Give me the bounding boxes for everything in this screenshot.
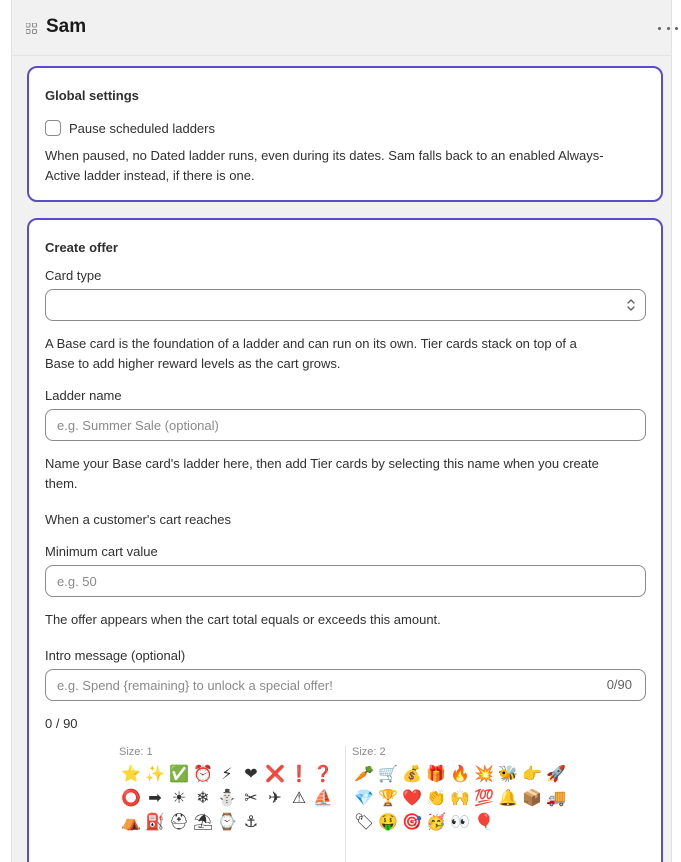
size1-emoji-button[interactable]: ❌ xyxy=(265,764,285,783)
size2-emoji-button[interactable]: 🛒 xyxy=(378,764,398,783)
size2-emoji-button[interactable]: 🎁 xyxy=(426,764,446,783)
global-settings-card xyxy=(27,66,663,202)
global-help-line-1: When paused, no Dated ladder runs, even during its dates. Sam falls back to an enabled Always- xyxy=(45,148,604,163)
min-cart-label: Minimum cart value xyxy=(45,544,158,559)
size2-emoji-button[interactable]: 🙌 xyxy=(450,788,470,807)
more-actions-button[interactable] xyxy=(658,20,678,36)
select-chevrons-icon xyxy=(625,297,637,313)
size1-emoji-button[interactable]: ❄ xyxy=(196,788,210,807)
card-type-help-line-2: Base to add higher reward levels as the cart grows. xyxy=(45,356,341,371)
app-header xyxy=(13,0,671,56)
size1-emoji-button[interactable]: ✅ xyxy=(169,764,189,783)
ladder-name-help-line-1: Name your Base card's ladder here, then add Tier cards by selecting this name when you create xyxy=(45,456,599,471)
ladder-name-label: Ladder name xyxy=(45,388,122,403)
emoji-size-2-label: Size: 2 xyxy=(352,746,386,758)
emoji-picker xyxy=(119,746,579,862)
size1-emoji-button[interactable]: ⛺ xyxy=(121,812,141,831)
min-cart-input[interactable] xyxy=(45,565,646,597)
ellipsis-dot xyxy=(667,27,670,30)
size2-emoji-button[interactable]: 🚀 xyxy=(546,764,566,783)
size2-emoji-button[interactable]: 🥳 xyxy=(426,812,446,831)
emoji-size-2-column xyxy=(352,746,568,834)
size2-emoji-button[interactable]: 🏆 xyxy=(378,788,398,807)
app-grid-icon xyxy=(26,23,37,34)
intro-count-text: 0 / 90 xyxy=(45,716,78,731)
size2-emoji-button[interactable]: ❤️ xyxy=(402,788,422,807)
min-cart-help: The offer appears when the cart total equals or exceeds this amount. xyxy=(45,612,441,627)
size2-emoji-button[interactable]: 💯 xyxy=(474,788,494,807)
size2-emoji-button[interactable]: 💎 xyxy=(354,788,374,807)
size1-emoji-button[interactable]: ⌚ xyxy=(217,812,237,831)
emoji-size-1-grid xyxy=(119,762,335,834)
size1-emoji-button[interactable]: ⛱ xyxy=(192,812,214,831)
emoji-size-2-grid xyxy=(352,762,568,834)
size1-emoji-button[interactable]: ⚠ xyxy=(291,788,307,807)
pause-scheduled-label[interactable]: Pause scheduled ladders xyxy=(69,121,215,136)
size1-emoji-button[interactable]: ⛽ xyxy=(145,812,165,831)
global-help-line-2: Active ladder instead, if there is one. xyxy=(45,168,255,183)
size2-emoji-button[interactable]: 🤑 xyxy=(378,812,398,831)
size1-emoji-button[interactable]: ❓ xyxy=(313,764,333,783)
size2-emoji-button[interactable]: 🥕 xyxy=(354,764,374,783)
pause-scheduled-checkbox[interactable] xyxy=(45,120,61,136)
size2-emoji-button[interactable]: 🔥 xyxy=(450,764,470,783)
emoji-size-1-label: Size: 1 xyxy=(119,746,153,758)
size1-emoji-button[interactable]: ✈ xyxy=(268,788,282,807)
size2-emoji-button[interactable]: 🚚 xyxy=(546,788,566,807)
ellipsis-dot xyxy=(675,27,678,30)
intro-char-counter: 0/90 xyxy=(606,677,632,692)
right-frame xyxy=(671,0,681,862)
size1-emoji-button[interactable]: ⚡ xyxy=(221,764,233,783)
size1-emoji-button[interactable]: ⛵ xyxy=(313,788,333,807)
cart-reaches-label: When a customer's cart reaches xyxy=(45,512,231,527)
size2-emoji-button[interactable]: 📦 xyxy=(522,788,542,807)
intro-message-wrapper xyxy=(29,669,661,701)
app-title: Sam xyxy=(46,16,87,37)
left-frame xyxy=(0,0,12,862)
size2-emoji-button[interactable]: 💥 xyxy=(474,764,494,783)
size1-emoji-button[interactable]: ⭕ xyxy=(121,788,141,807)
size2-emoji-button[interactable]: 👉 xyxy=(522,764,542,783)
intro-message-label: Intro message (optional) xyxy=(45,648,186,663)
card-type-select[interactable] xyxy=(45,289,646,321)
size1-emoji-button[interactable]: ✨ xyxy=(145,764,165,783)
card-type-label: Card type xyxy=(45,268,102,283)
intro-message-input[interactable] xyxy=(45,669,646,701)
size2-emoji-button[interactable]: 💰 xyxy=(402,764,422,783)
size1-emoji-button[interactable]: ❗ xyxy=(289,764,309,783)
ellipsis-horizontal-icon xyxy=(658,27,661,30)
size1-emoji-button[interactable]: ⚓ xyxy=(243,812,259,831)
size2-emoji-button[interactable]: 👀 xyxy=(450,812,470,831)
emoji-divider xyxy=(345,746,346,862)
size1-emoji-button[interactable]: ⛑ xyxy=(168,812,190,831)
size2-emoji-button[interactable]: 🏷 xyxy=(353,812,375,831)
global-settings-heading: Global settings xyxy=(45,88,139,103)
card-type-help-line-1: A Base card is the foundation of a ladder and can run on its own. Tier cards stack on top of a xyxy=(45,336,577,351)
size1-emoji-button[interactable]: ❤ xyxy=(244,764,258,783)
size2-emoji-button[interactable]: 👏 xyxy=(426,788,446,807)
size1-emoji-button[interactable]: ⭐ xyxy=(121,764,141,783)
create-offer-heading: Create offer xyxy=(45,240,118,255)
ladder-name-input[interactable] xyxy=(45,409,646,441)
size1-emoji-button[interactable]: ⛄ xyxy=(217,788,237,807)
create-offer-card xyxy=(27,218,663,862)
size1-emoji-button[interactable]: ☀ xyxy=(171,788,187,807)
size1-emoji-button[interactable]: ➡ xyxy=(148,788,162,807)
size2-emoji-button[interactable]: 🐝 xyxy=(498,764,518,783)
ladder-name-help-line-2: them. xyxy=(45,476,78,491)
size2-emoji-button[interactable]: 🎯 xyxy=(402,812,422,831)
emoji-size-1-column xyxy=(119,746,335,834)
size2-emoji-button[interactable]: 🔔 xyxy=(498,788,518,807)
size1-emoji-button[interactable]: ✂ xyxy=(244,788,258,807)
size1-emoji-button[interactable]: ⏰ xyxy=(193,764,213,783)
size2-emoji-button[interactable]: 🎈 xyxy=(474,812,494,831)
